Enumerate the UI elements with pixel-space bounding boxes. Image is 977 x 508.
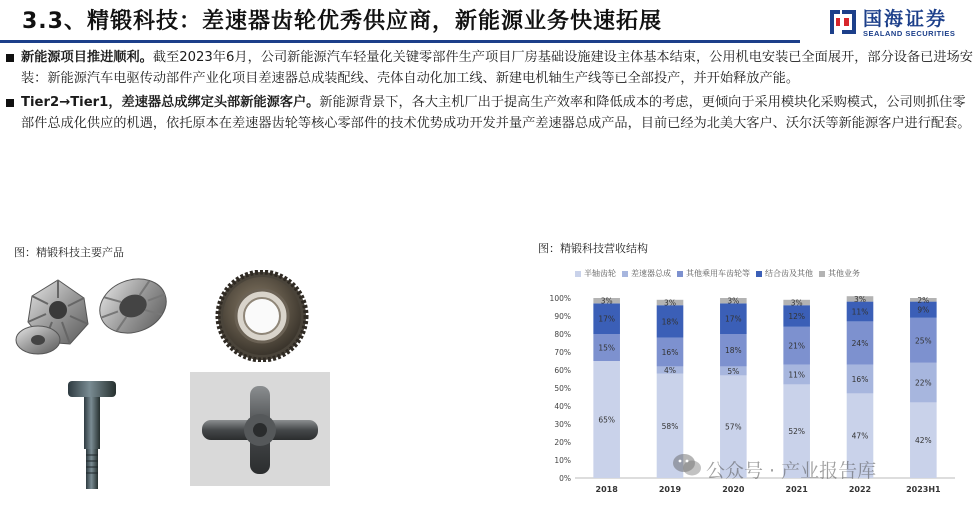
segment-data-label: 3% <box>664 298 676 308</box>
logo-cn-text: 国海证券 <box>863 8 948 30</box>
legend-item <box>756 268 813 279</box>
legend-swatch <box>575 271 581 277</box>
legend-item <box>677 268 750 279</box>
segment-data-label: 25% <box>914 336 932 346</box>
cross-shaft-image <box>190 372 330 486</box>
segment-data-label: 5% <box>727 366 740 376</box>
logo-en-text: SEALAND SECURITIES <box>863 29 956 38</box>
sealand-logo-icon <box>827 6 859 38</box>
x-tick-label: 2019 <box>658 485 682 494</box>
watermark-text: 公众号 · 产业报告库 <box>706 460 877 482</box>
legend-swatch <box>819 271 825 277</box>
legend-label: 其他乘用车齿轮等 <box>686 269 750 278</box>
segment-data-label: 58% <box>661 421 679 431</box>
legend-label: 差速器总成 <box>631 269 671 278</box>
y-tick-label: 20% <box>554 438 571 447</box>
segment-data-label: 18% <box>724 346 742 356</box>
bullet-lead: 新能源项目推进顺利。 <box>21 50 153 65</box>
y-tick-label: 30% <box>554 420 571 429</box>
segment-data-label: 3% <box>727 296 740 306</box>
segment-data-label: 3% <box>854 294 866 304</box>
y-tick-label: 100% <box>549 294 571 303</box>
spur-gear-image <box>203 270 321 362</box>
bevel-gears-image <box>8 268 178 360</box>
x-tick-label: 2023H1 <box>906 485 941 494</box>
segment-data-label: 9% <box>917 305 930 315</box>
products-caption: 图：精锻科技主要产品 <box>14 246 124 259</box>
y-tick-label: 80% <box>554 330 571 339</box>
x-tick-label: 2018 <box>595 485 618 494</box>
page-title: 3.3、精锻科技：差速器齿轮优秀供应商，新能源业务快速拓展 <box>22 9 662 34</box>
y-tick-label: 90% <box>554 312 571 321</box>
logo <box>827 4 972 44</box>
legend-item <box>622 268 671 279</box>
bullet-lead: Tier2→Tier1，差速器总成绑定头部新能源客户。 <box>21 95 320 110</box>
chart-legend <box>575 268 866 279</box>
segment-data-label: 15% <box>598 343 616 353</box>
x-tick-label: 2022 <box>848 485 872 494</box>
bullet-square-icon <box>6 54 14 62</box>
legend-item <box>575 268 616 279</box>
legend-label: 其他业务 <box>828 269 860 278</box>
y-tick-label: 40% <box>554 402 571 411</box>
y-tick-label: 10% <box>554 456 571 465</box>
segment-data-label: 3% <box>790 298 803 308</box>
bullet-text: 截至2023年6月，公司新能源汽车轻量化关键零部件生产项目厂房基础设施建设主体基本结束，公用机电安装已全面展开，部分设备已进场安装：新能源汽车电驱传动部件产业化项目差速器总成装配线、壳体自动化加工线、新建电机轴生产线等已全部投产，并开始释放产能。 <box>21 50 973 86</box>
segment-data-label: 11% <box>788 370 806 380</box>
motor-shaft-image <box>62 377 122 493</box>
segment-data-label: 18% <box>661 317 679 327</box>
header <box>0 0 977 40</box>
legend-label: 结合齿及其他 <box>765 269 813 278</box>
chart-caption: 图：精锻科技营收结构 <box>538 242 648 255</box>
y-tick-label: 60% <box>554 366 571 375</box>
segment-data-label: 16% <box>661 348 679 357</box>
segment-data-label: 11% <box>851 307 869 317</box>
segment-data-label: 52% <box>788 427 806 437</box>
segment-data-label: 3% <box>600 296 613 306</box>
segment-data-label: 65% <box>598 415 616 425</box>
legend-swatch <box>677 271 683 277</box>
bullet-text: 新能源背景下，各大主机厂出于提高生产效率和降低成本的考虑，更倾向于采用模块化采购模式，公司则抓住零部件总成化供应的机遇，依托原本在差速器齿轮等核心零部件的技术优势成功开发并量产差速器总成产品，目前已经为北美大客户、沃尔沃等新能源客户进行配套。 <box>21 95 971 131</box>
y-tick-label: 0% <box>559 474 571 483</box>
bullet-tier1-customers <box>4 93 974 134</box>
legend-swatch <box>756 271 762 277</box>
segment-data-label: 16% <box>851 375 869 384</box>
x-tick-label: 2021 <box>785 485 808 494</box>
bullet-list <box>4 48 974 134</box>
y-tick-label: 50% <box>554 384 571 393</box>
wechat-icon <box>672 452 702 478</box>
segment-data-label: 17% <box>598 314 616 324</box>
segment-data-label: 21% <box>788 341 806 351</box>
segment-data-label: 2% <box>917 295 930 305</box>
title-underline <box>0 40 800 43</box>
segment-data-label: 47% <box>851 431 869 441</box>
legend-item <box>819 268 860 279</box>
segment-data-label: 24% <box>851 339 869 348</box>
bullet-square-icon <box>6 99 14 107</box>
legend-swatch <box>622 271 628 277</box>
segment-data-label: 17% <box>724 314 742 324</box>
segment-data-label: 12% <box>788 312 806 321</box>
segment-data-label: 4% <box>664 366 676 375</box>
segment-data-label: 57% <box>724 422 742 432</box>
legend-label: 半轴齿轮 <box>584 269 616 278</box>
y-tick-label: 70% <box>554 348 571 357</box>
segment-data-label: 42% <box>914 436 932 446</box>
x-tick-label: 2020 <box>722 485 745 494</box>
bullet-new-energy-progress <box>4 48 974 89</box>
segment-data-label: 22% <box>914 378 932 388</box>
